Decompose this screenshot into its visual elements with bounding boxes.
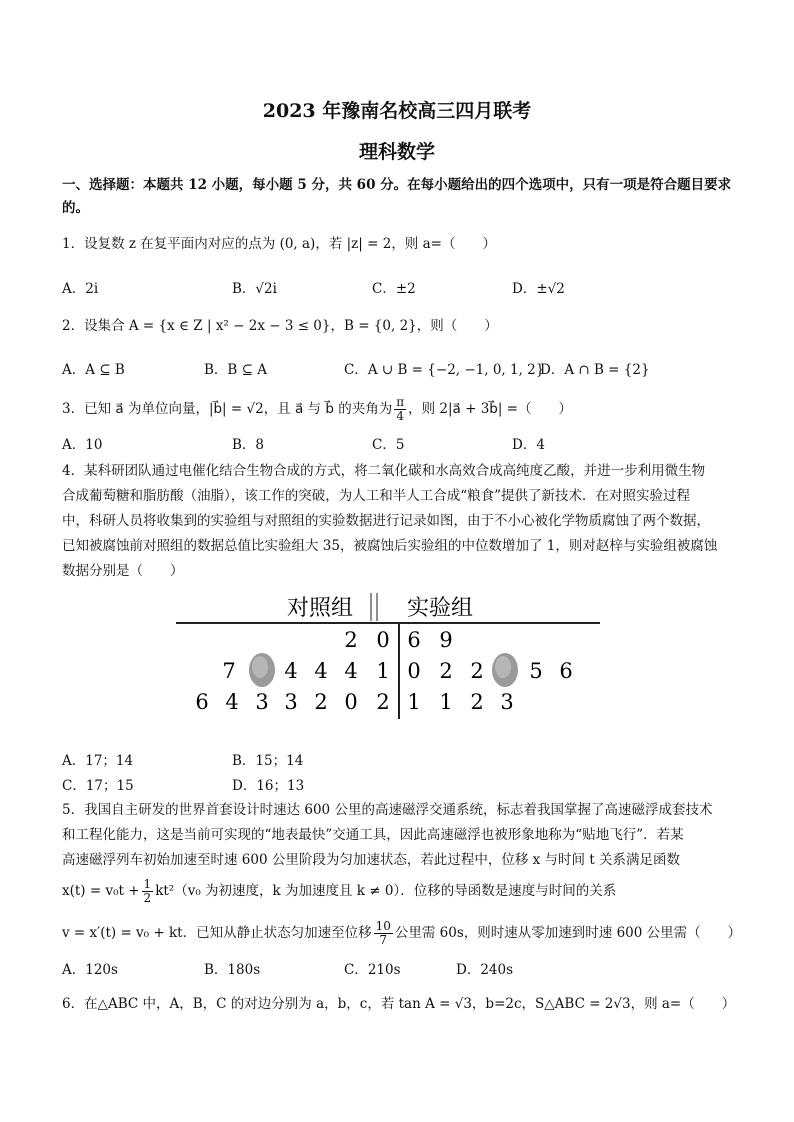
q4-option-c: C．17；15 bbox=[62, 778, 134, 794]
q5-option-a: A．120s bbox=[62, 962, 118, 978]
left-leaf: 3 bbox=[284, 690, 298, 714]
question-6-stem: 6．在△ABC 中，A，B，C 的对边分别为 a，b，c，若 tan A = √3，b=2c，S△ABC = 2√3，则 a=（ ） bbox=[62, 996, 736, 1012]
question-4-line-4: 已知被腐蚀前对照组的数据总值比实验组大 35，被腐蚀后实验组的中位数增加了 1，则对赵梓与实验组被腐蚀 bbox=[62, 538, 718, 554]
corroded-stain-highlight bbox=[495, 656, 511, 678]
q3-option-d: D．4 bbox=[512, 437, 545, 453]
left-leaf: 4 bbox=[225, 690, 239, 714]
q3-option-a: A．10 bbox=[62, 437, 103, 453]
q3-option-c: C．5 bbox=[372, 437, 405, 453]
q5-fraction-half bbox=[142, 878, 154, 905]
question-1-stem: 1．设复数 z 在复平面内对应的点为 (0, a)，若 |z| = 2，则 a=（ ） bbox=[62, 236, 496, 252]
question-4-line-3: 中，科研人员将收集到的实验组与对照组的实验数据进行记录如图，由于不小心被化学物质腐蚀了两个数据， bbox=[62, 513, 710, 529]
right-leaf: 2 bbox=[470, 690, 484, 714]
control-group-header: 对照组 bbox=[286, 596, 354, 621]
q1-option-c: C．±2 bbox=[372, 281, 416, 297]
q4-option-a: A．17；14 bbox=[62, 753, 134, 769]
section-heading: 一、选择题：本题共 12 小题，每小题 5 分，共 60 分。在每小题给出的四个选项中，只有一项是符合题目要求的。 bbox=[62, 177, 732, 216]
corroded-stain-highlight bbox=[252, 656, 268, 678]
question-5-line-4 bbox=[62, 878, 616, 905]
experiment-group-header: 实验组 bbox=[406, 596, 474, 621]
stem-value: 2 bbox=[376, 690, 390, 714]
question-2-stem: 2．设集合 A = {x ∈ Z | x² − 2x − 3 ≤ 0}，B = {0, 2}，则（ ） bbox=[62, 318, 498, 334]
q3-stem-part-a: 3．已知 a⃗ 为单位向量，|b⃗| = √2，且 a⃗ 与 b⃗ 的夹角为 bbox=[62, 401, 393, 417]
question-3-stem bbox=[62, 396, 572, 423]
q5-distance-numerator: 10 bbox=[375, 919, 391, 933]
question-5-line-5 bbox=[62, 920, 741, 947]
question-4-line-5: 数据分别是（ ） bbox=[62, 563, 184, 579]
left-leaf: 0 bbox=[344, 690, 358, 714]
stem-value: 0 bbox=[376, 628, 390, 652]
question-4-line-1: 4．某科研团队通过电催化结合生物合成的方式，将二氧化碳和水高效合成高纯度乙酸，并进一步利用微生物 bbox=[62, 463, 706, 479]
right-leaf: 9 bbox=[439, 628, 453, 652]
q2-option-c: C．A ∪ B = {−2, −1, 0, 1, 2} bbox=[344, 362, 545, 378]
right-leaf: 6 bbox=[559, 659, 573, 683]
right-leaf: 6 bbox=[407, 628, 421, 652]
q2-option-b: B．B ⊆ A bbox=[204, 362, 267, 378]
left-leaf: 4 bbox=[284, 659, 298, 683]
question-4-line-2: 合成葡萄糖和脂肪酸（油脂），该工作的突破，为人工和半人工合成“粮食”提供了新技术．在对照实验过程 bbox=[62, 488, 691, 504]
right-leaf: 1 bbox=[407, 690, 421, 714]
q5-formula-part-b: kt²（v₀ 为初速度，k 为加速度且 k ≠ 0）．位移的导函数是速度与时间的关系 bbox=[155, 883, 617, 899]
stem-leaf-plot bbox=[170, 585, 610, 725]
question-5-line-3: 高速磁浮列车初始加速至时速 600 公里阶段为匀加速状态，若此过程中，位移 x 与时间 t 关系满足函数 bbox=[62, 852, 681, 868]
q5-half-denominator: 2 bbox=[143, 891, 152, 905]
left-leaf: 2 bbox=[314, 690, 328, 714]
left-leaf: 4 bbox=[314, 659, 328, 683]
left-leaf: 3 bbox=[255, 690, 269, 714]
left-leaf: 4 bbox=[344, 659, 358, 683]
q2-option-a: A．A ⊆ B bbox=[62, 362, 125, 378]
q5-distance-denominator: 7 bbox=[379, 933, 388, 947]
q1-option-b: B．√2i bbox=[232, 281, 277, 297]
q5-option-b: B．180s bbox=[204, 962, 261, 978]
q3-fraction-numerator: π bbox=[396, 395, 405, 409]
q3-fraction bbox=[394, 396, 406, 423]
right-leaf: 3 bbox=[500, 690, 514, 714]
q5-option-d: D．240s bbox=[456, 962, 514, 978]
page-subtitle: 理科数学 bbox=[358, 141, 435, 163]
q2-option-d: D．A ∩ B = {2} bbox=[540, 362, 650, 378]
right-leaf: 2 bbox=[470, 659, 484, 683]
q5-formula-part-a: x(t) = v₀t + bbox=[62, 883, 140, 899]
page-title: 2023 年豫南名校高三四月联考 bbox=[262, 100, 532, 122]
q4-option-b: B．15；14 bbox=[232, 753, 304, 769]
stem-value: 1 bbox=[376, 659, 390, 683]
q5-line5-part-a: v = x′(t) = v₀ + kt．已知从静止状态匀加速至位移 bbox=[62, 925, 372, 941]
q5-half-numerator: 1 bbox=[143, 877, 152, 891]
q1-option-a: A．2i bbox=[62, 281, 99, 297]
question-5-line-1: 5．我国自主研发的世界首套设计时速达 600 公里的高速磁浮交通系统，标志着我国掌握了高速磁浮成套技术 bbox=[62, 802, 713, 818]
right-leaf: 1 bbox=[439, 690, 453, 714]
q5-option-c: C．210s bbox=[344, 962, 401, 978]
q3-option-b: B．8 bbox=[232, 437, 265, 453]
left-leaf: 7 bbox=[222, 659, 236, 683]
question-5-line-2: 和工程化能力，这是当前可实现的“地表最快”交通工具，因此高速磁浮也被形象地称为“贴地飞行”．若某 bbox=[62, 827, 684, 843]
q3-stem-part-b: ，则 2|a⃗ + 3b⃗| =（ ） bbox=[408, 401, 572, 417]
right-leaf: 2 bbox=[439, 659, 453, 683]
q5-fraction-distance bbox=[374, 920, 393, 947]
right-leaf: 5 bbox=[529, 659, 543, 683]
q3-fraction-denominator: 4 bbox=[396, 409, 404, 423]
left-leaf: 2 bbox=[344, 628, 358, 652]
left-leaf: 6 bbox=[195, 690, 209, 714]
q1-option-d: D．±√2 bbox=[512, 281, 565, 297]
right-leaf: 0 bbox=[407, 659, 421, 683]
q4-option-d: D．16；13 bbox=[232, 778, 305, 794]
q5-line5-part-b: 公里需 60s，则时速从零加速到时速 600 公里需（ ） bbox=[394, 925, 742, 941]
